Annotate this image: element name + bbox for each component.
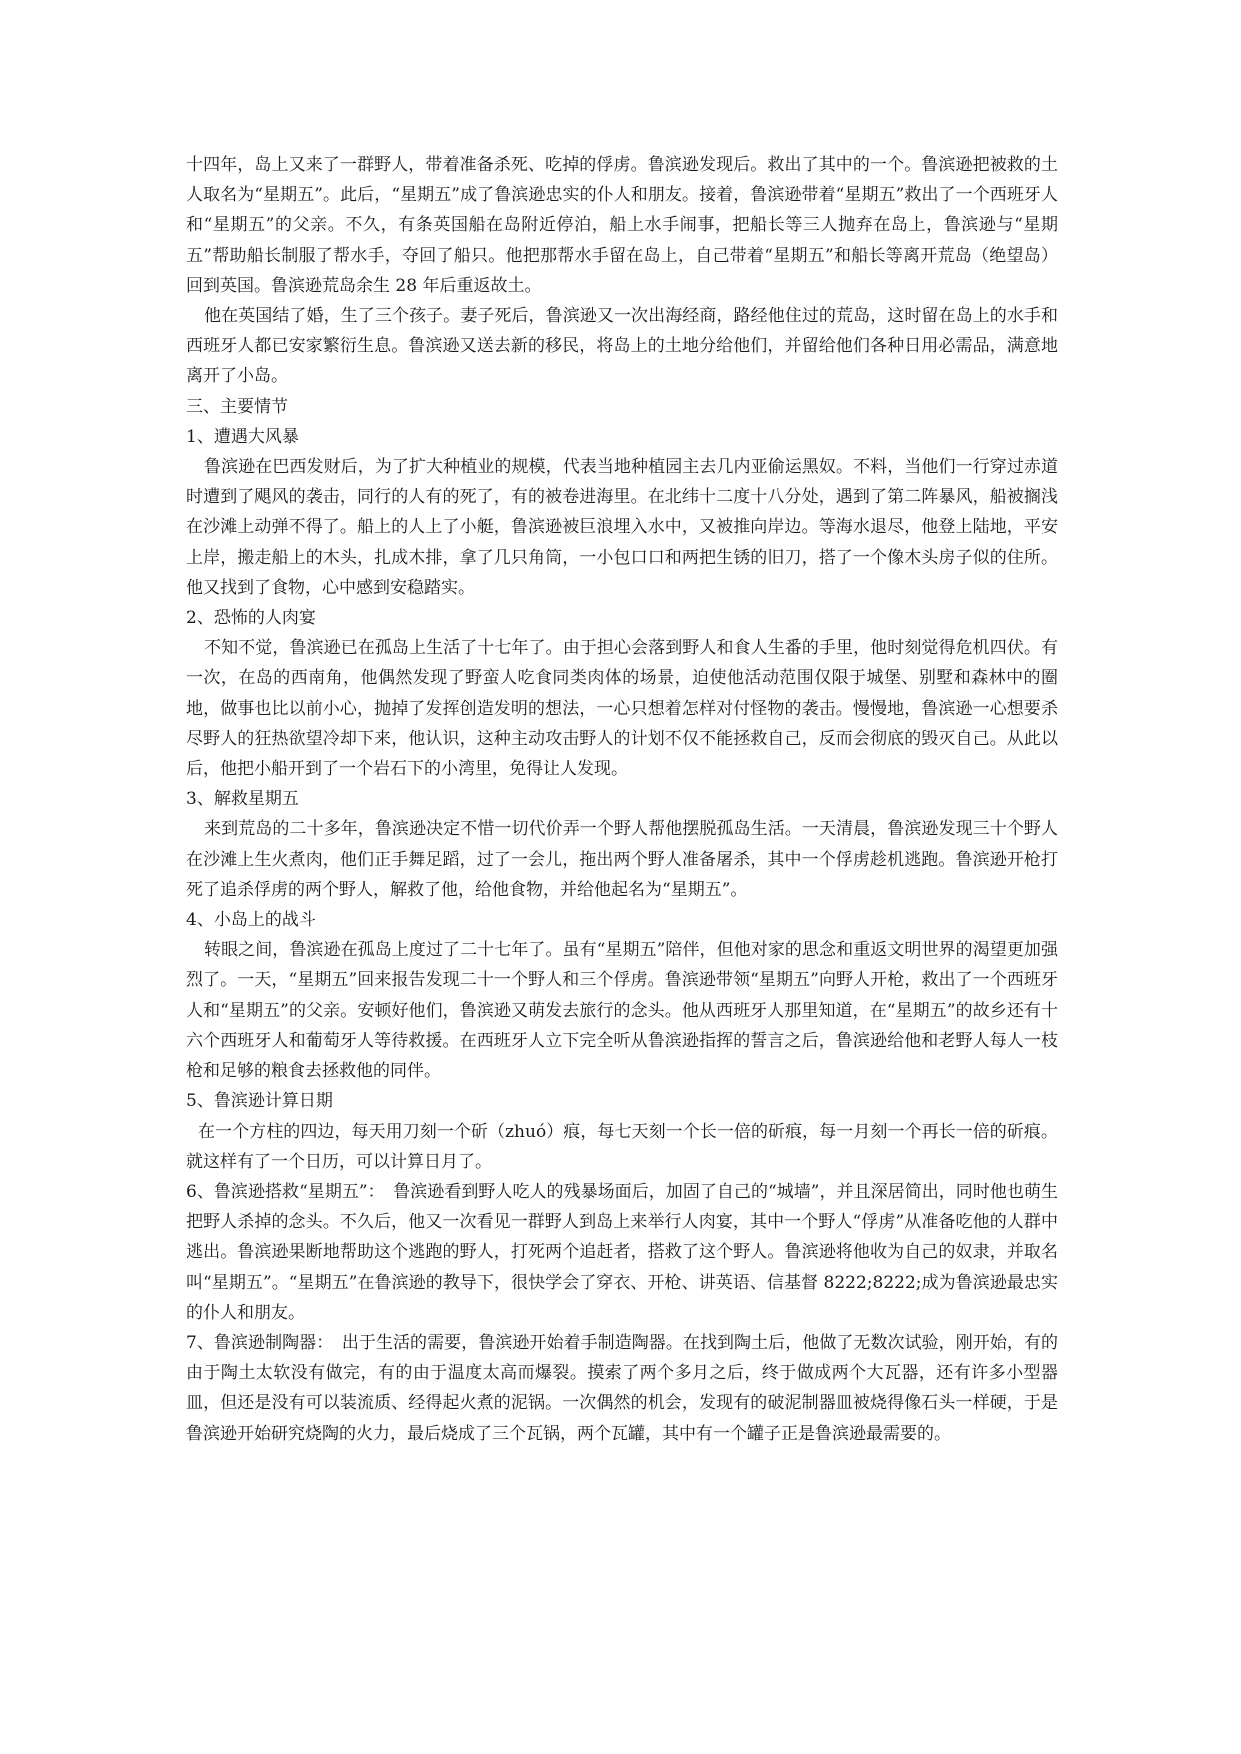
subsection-body-3: 来到荒岛的二十多年，鲁滨逊决定不惜一切代价弄一个野人帮他摆脱孤岛生活。一天清晨，鲁滨逊发现三十个野人在沙滩上生火煮肉，他们正手舞足蹈，过了一会儿，拖出两个野人准备屠杀，其中一个俘虏趁机逃跑。鲁滨逊开枪打死了追杀俘虏的两个野人，解救了他，给他食物，并给他起名为“星期五”。 xyxy=(186,819,1058,900)
summary-paragraph-1: 十四年，岛上又来了一群野人，带着准备杀死、吃掉的俘虏。鲁滨逊发现后。救出了其中的一个。鲁滨逊把被救的土人取名为“星期五”。此后，“星期五”成了鲁滨逊忠实的仆人和朋友。接着，鲁滨逊带着“星期五”救出了一个西班牙人和“星期五”的父亲。不久，有条英国船在岛附近停泊，船上水手闹事，把船长等三人抛弃在岛上，鲁滨逊与“星期五”帮助船长制服了帮水手，夺回了船只。他把那帮水手留在岛上，自己带着“星期五”和船长等离开荒岛（绝望岛）回到英国。鲁滨逊荒岛余生 28 年后重返故土。 xyxy=(186,155,1058,296)
subsection-body-6: 鲁滨逊看到野人吃人的残暴场面后，加固了自己的“城墙”，并且深居简出，同时他也萌生把野人杀掉的念头。不久后，他又一次看见一群野人到岛上来举行人肉宴，其中一个野人“俘虏”从准备吃他的人群中逃出。鲁滨逊果断地帮助这个逃跑的野人，打死两个追赶者，搭救了这个野人。鲁滨逊将他收为自己的奴隶，并取名叫“星期五”。“星期五”在鲁滨逊的教导下，很快学会了穿衣、开枪、讲英语、信基督 8222;8222;成为鲁滨逊最忠实的仆人和朋友。 xyxy=(186,1181,1058,1323)
subsection-heading-3: 3、解救星期五 xyxy=(186,789,299,810)
subsection-heading-6: 6、鲁滨逊搭救“星期五”： xyxy=(186,1181,377,1202)
subsection-heading-2: 2、恐怖的人肉宴 xyxy=(186,608,316,629)
subsection-heading-1: 1、遭遇大风暴 xyxy=(186,426,299,447)
subsection-7 xyxy=(186,1328,1058,1449)
subsection-heading-4: 4、小岛上的战斗 xyxy=(186,910,316,931)
subsection-body-2: 不知不觉，鲁滨逊已在孤岛上生活了十七年了。由于担心会落到野人和食人生番的手里，他时刻觉得危机四伏。有一次，在岛的西南角，他偶然发现了野蛮人吃食同类肉体的场景，迫使他活动范围仅限于城堡、别墅和森林中的圈地，做事也比以前小心，抛掉了发挥创造发明的想法，一心只想着怎样对付怪物的袭击。慢慢地，鲁滨逊一心想要杀尽野人的狂热欲望冷却下来，他认识，这种主动攻击野人的计划不仅不能拯救自己，反而会彻底的毁灭自己。从此以后，他把小船开到了一个岩石下的小湾里，免得让人发现。 xyxy=(186,638,1058,780)
subsection-body-7: 出于生活的需要，鲁滨逊开始着手制造陶器。在找到陶土后，他做了无数次试验，刚开始，有的由于陶土太软没有做完，有的由于温度太高而爆裂。摸索了两个多月之后，终于做成两个大瓦器，还有许多小型器皿，但还是没有可以装流质、经得起火煮的泥锅。一次偶然的机会，发现有的破泥制器皿被烧得像石头一样硬，于是鲁滨逊开始研究烧陶的火力，最后烧成了三个瓦锅，两个瓦罐，其中有一个罐子正是鲁滨逊最需要的。 xyxy=(186,1332,1058,1444)
subsection-heading-5: 5、鲁滨逊计算日期 xyxy=(186,1091,333,1112)
subsection-heading-7: 7、鲁滨逊制陶器： xyxy=(186,1332,325,1353)
subsection-6 xyxy=(186,1177,1058,1328)
subsection-body-1: 鲁滨逊在巴西发财后，为了扩大种植业的规模，代表当地种植园主去几内亚偷运黑奴。不料，当他们一行穿过赤道时遭到了飓风的袭击，同行的人有的死了，有的被卷进海里。在北纬十二度十八分处，遇到了第二阵暴风，船被搁浅在沙滩上动弹不得了。船上的人上了小艇，鲁滨逊被巨浪埋入水中，又被推向岸边。等海水退尽，他登上陆地，平安上岸，搬走船上的木头，扎成木排，拿了几只角筒，一小包口口和两把生锈的旧刀，搭了一个像木头房子似的住所。他又找到了食物，心中感到安稳踏实。 xyxy=(186,457,1058,598)
summary-paragraph-2: 他在英国结了婚，生了三个孩子。妻子死后，鲁滨逊又一次出海经商，路经他住过的荒岛，这时留在岛上的水手和西班牙人都已安家繁衍生息。鲁滨逊又送去新的移民，将岛上的土地分给他们，并留给他们各种日用必需品，满意地离开了小岛。 xyxy=(186,306,1058,387)
subsection-body-4: 转眼之间，鲁滨逊在孤岛上度过了二十七年了。虽有“星期五”陪伴，但他对家的思念和重返文明世界的渴望更加强烈了。一天，“星期五”回来报告发现二十一个野人和三个俘虏。鲁滨逊带领“星期五”向野人开枪，救出了一个西班牙人和“星期五”的父亲。安顿好他们，鲁滨逊又萌发去旅行的念头。他从西班牙人那里知道，在“星期五”的故乡还有十六个西班牙人和葡萄牙人等待救援。在西班牙人立下完全听从鲁滨逊指挥的誓言之后，鲁滨逊给他和老野人每人一枝枪和足够的粮食去拯救他的同伴。 xyxy=(186,940,1058,1082)
document-page xyxy=(186,150,1058,1449)
subsection-body-5: 在一个方柱的四边，每天用刀刻一个斫（zhuó）痕，每七天刻一个长一倍的斫痕，每一月刻一个再长一倍的斫痕。就这样有了一个日历，可以计算日月了。 xyxy=(186,1121,1058,1172)
section-heading-main-plot: 三、主要情节 xyxy=(186,396,288,417)
